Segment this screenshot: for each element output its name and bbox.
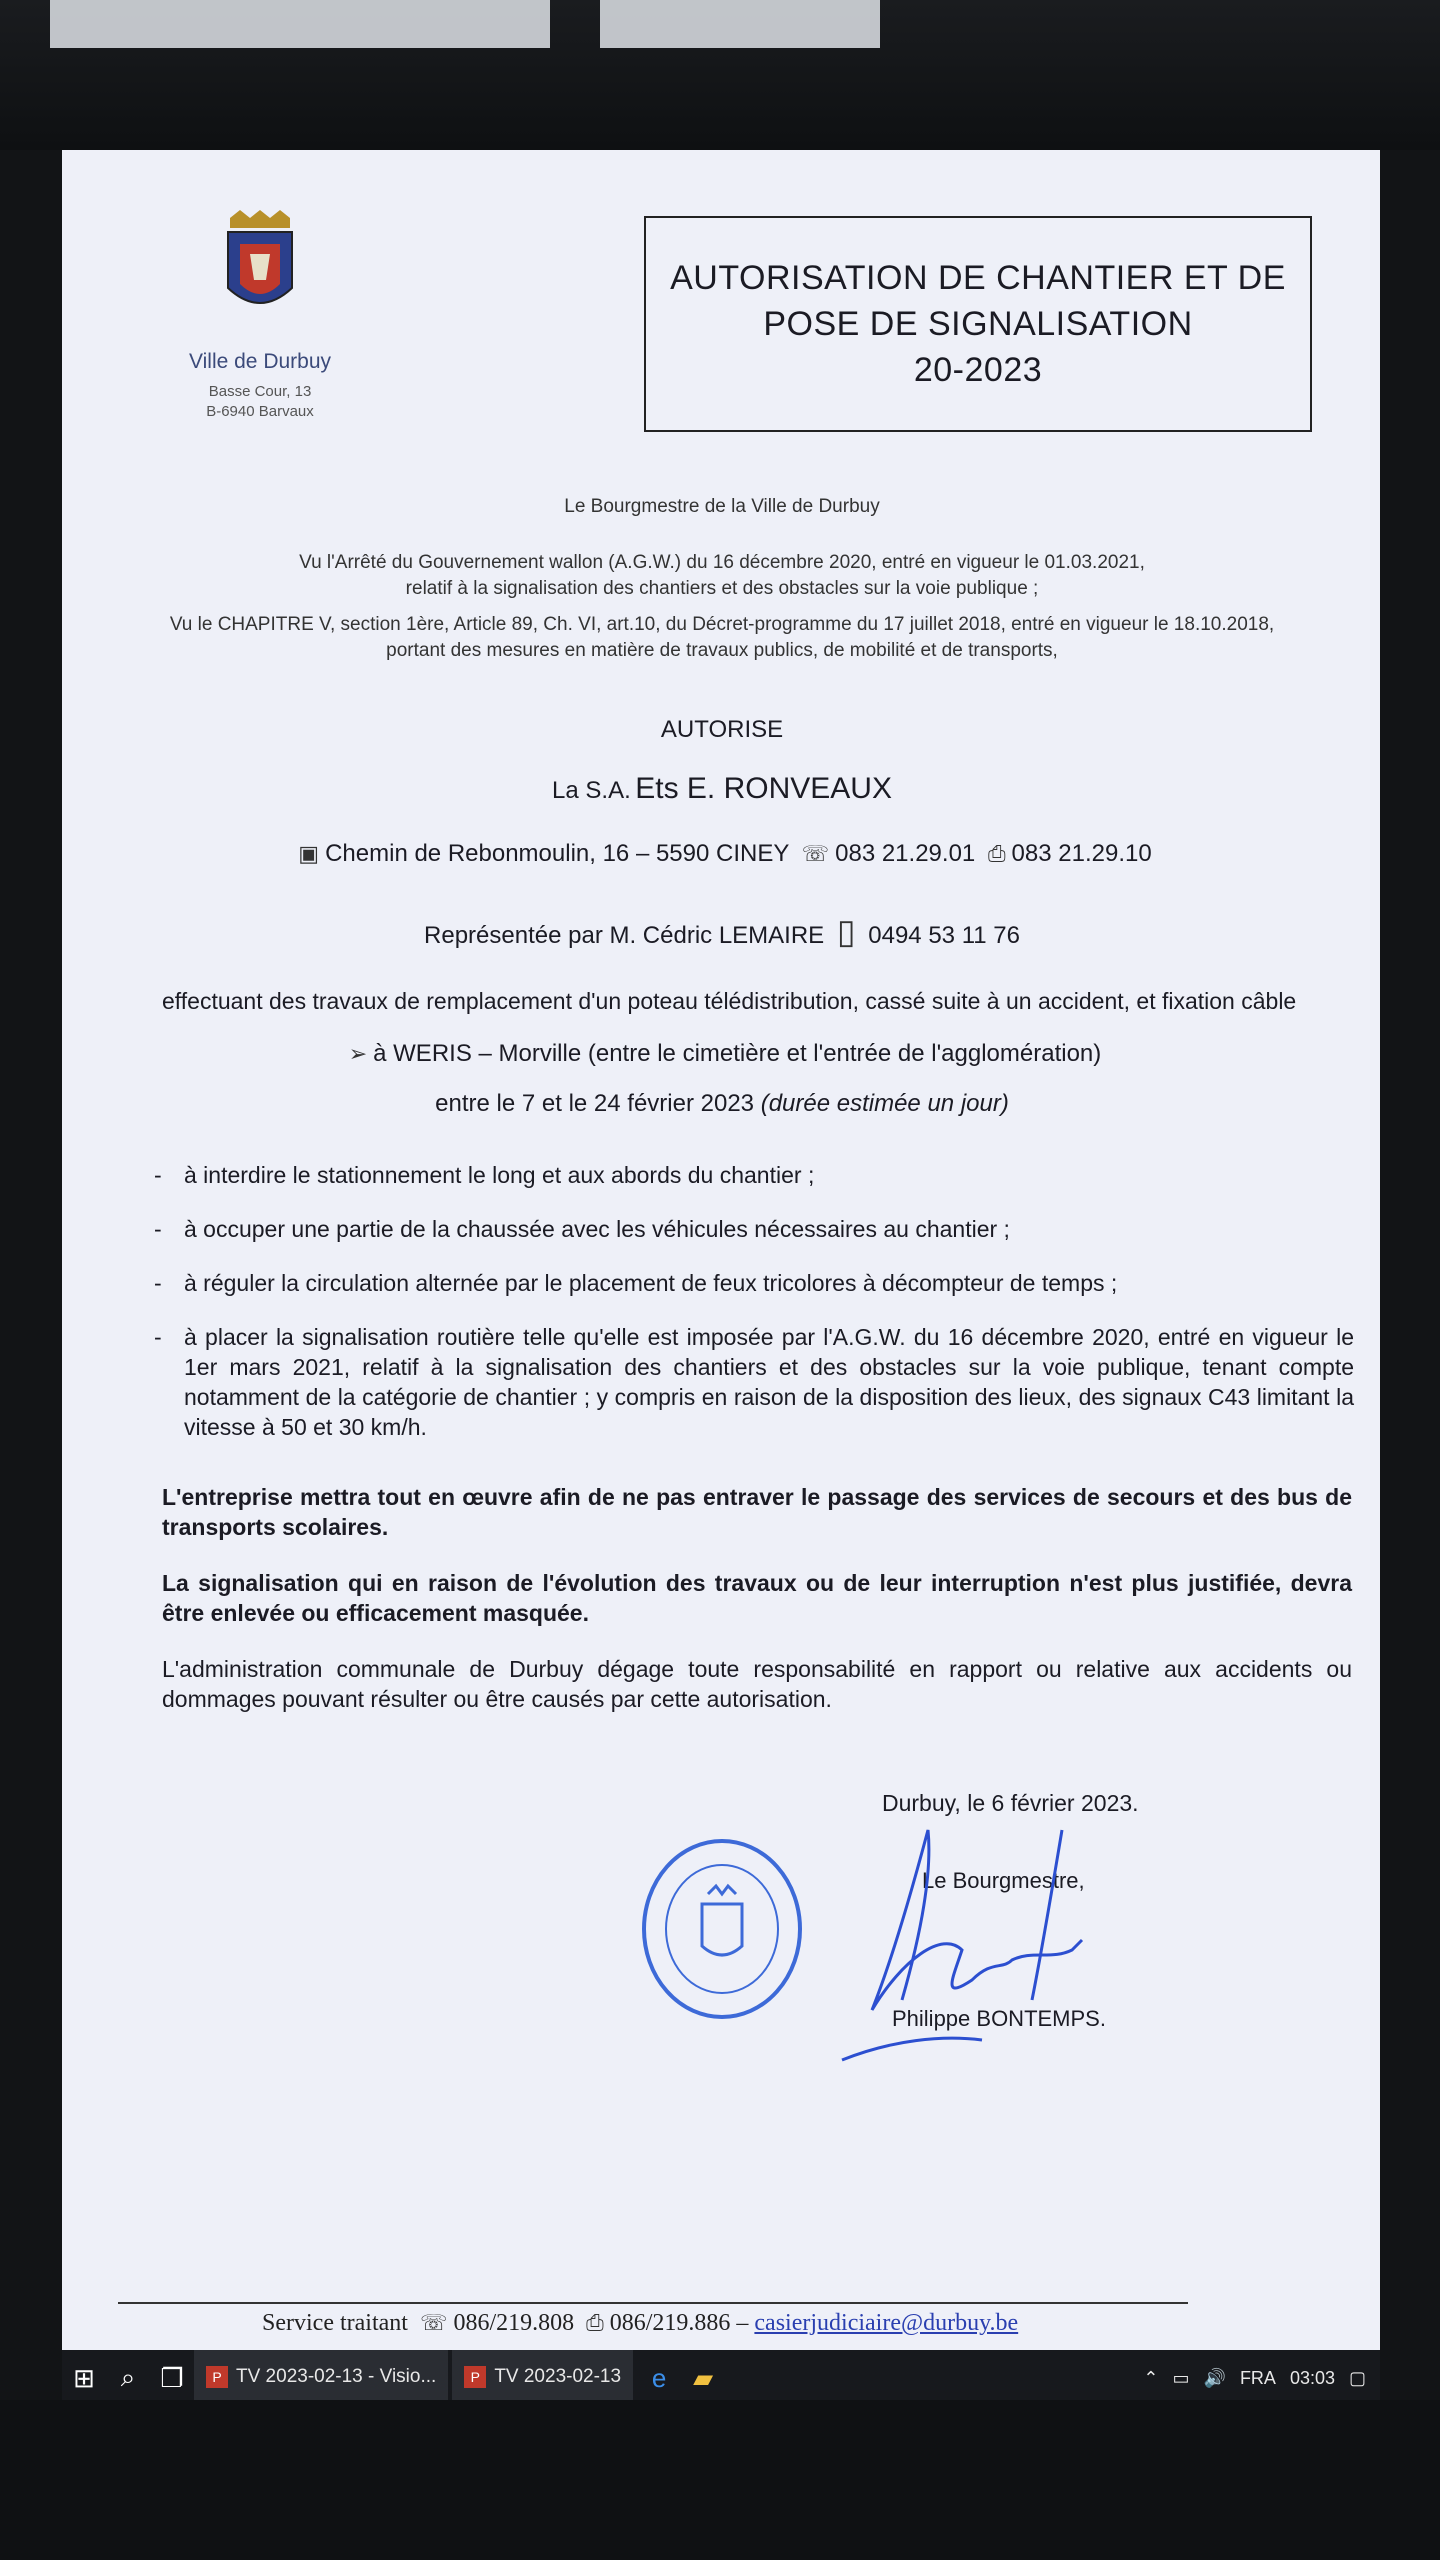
language-indicator[interactable]: FRA (1239, 2367, 1276, 2388)
taskbar-app-document[interactable] (452, 2350, 633, 2400)
company-address: Chemin de Rebonmoulin, 16 – 5590 CINEY (325, 840, 789, 867)
legal-reference-1-line-2: relatif à la signalisation des chantiers et des obstacles sur la voie publique ; (405, 578, 1039, 599)
handwritten-signature (832, 1810, 1162, 2070)
edge-browser-icon[interactable]: e (651, 2362, 667, 2393)
title-number: 20-2023 (913, 351, 1043, 389)
address-card-icon: ▣ (298, 841, 320, 866)
works-period: entre le 7 et le 24 février 2023 (435, 1090, 755, 1117)
town-street: Basse Cour, 13 (208, 383, 312, 400)
arrow-bullet-icon: ➢ (348, 1041, 368, 1066)
company-line (122, 772, 1322, 806)
notifications-icon[interactable]: ▢ (1348, 2367, 1366, 2388)
file-explorer-icon[interactable]: ▰ (693, 2362, 714, 2393)
monitor-bezel-bottom (0, 2400, 1440, 2560)
town-city: B-6940 Barvaux (206, 403, 314, 420)
official-stamp (638, 1834, 806, 2024)
clock[interactable]: 03:03 (1289, 2367, 1335, 2388)
works-description: effectuant des travaux de remplacement d'un poteau télédistribution, cassé suite à un accident, et fixation câble (162, 988, 1297, 1014)
title-line-2: POSE DE SIGNALISATION (763, 305, 1193, 343)
footer-fax: 086/219.886 (609, 2310, 731, 2336)
notice-signage-removal: La signalisation qui en raison de l'évolution des travaux ou de leur interruption n'est plus justifiée, devra être enlevée ou efficacement masquée. (162, 1570, 1352, 1626)
signatory-role: Le Bourgmestre, (922, 1868, 1085, 1893)
durbuy-coat-of-arms-icon (220, 210, 300, 320)
bullet-dash: - (154, 1324, 162, 1350)
representative-line (122, 912, 1322, 952)
condition-text: à réguler la circulation alternée par le placement de feux tricolores à décompteur de temps ; (184, 1270, 1118, 1296)
telephone-icon: ☏ (801, 841, 830, 866)
authorise-heading: AUTORISE (660, 716, 784, 743)
tray-chevron-up-icon[interactable]: ⌃ (1143, 2367, 1159, 2388)
works-location-line (122, 1040, 1322, 1068)
volume-icon[interactable]: 🔊 (1203, 2367, 1226, 2388)
company-fax: 083 21.29.10 (1011, 840, 1152, 867)
works-duration: (durée estimée un jour) (760, 1090, 1009, 1117)
system-tray (1143, 2368, 1380, 2389)
legal-reference-2-line-1: Vu le CHAPITRE V, section 1ère, Article 89, Ch. VI, art.10, du Décret-programme du 17 juillet 2018, entré en vigueur le 18.10.2018, (169, 614, 1275, 635)
pdf-app-icon: P (206, 2366, 228, 2388)
legal-reference-2-line-2: portant des mesures en matière de travaux publics, de mobilité et de transports, (386, 640, 1058, 661)
document-title-box (644, 216, 1312, 432)
notice-emergency-access: L'entreprise mettra tout en œuvre afin de ne pas entraver le passage des services de secours et des bus de transports scolaires. (162, 1484, 1352, 1540)
footer-divider (118, 2302, 1188, 2304)
footer-phone: 086/219.808 (453, 2310, 575, 2336)
taskbar-app-label: TV 2023-02-13 (494, 2365, 622, 2387)
window-reflection (600, 0, 880, 48)
mobile-phone-icon: ▯ (836, 913, 856, 951)
company-prefix: La S.A. (552, 777, 631, 804)
search-icon[interactable]: ⌕ (120, 2362, 136, 2392)
monitor-screen (62, 150, 1380, 2400)
signatory-name: Philippe BONTEMPS. (892, 2006, 1106, 2031)
fax-icon: ⎙ (586, 2310, 604, 2335)
condition-text: à placer la signalisation routière telle qu'elle est imposée par l'A.G.W. du 16 décembre 2020, entré en vigueur le 1er mars 2021, relatif à la signalisation des chantiers et des obstacles sur la voie publique, tenant compte notamment de la catégorie de chantier ; y compris en raison de la disposition des lieux, des signaux C43 limitant la vitesse à 50 et 30 km/h. (184, 1324, 1354, 1440)
condition-text: à interdire le stationnement le long et aux abords du chantier ; (184, 1162, 815, 1188)
legal-reference-1-line-1: Vu l'Arrêté du Gouvernement wallon (A.G.W.) du 16 décembre 2020, entré en vigueur le 01.03.2021, (299, 552, 1145, 573)
document-page (62, 150, 1380, 2400)
liability-disclaimer: L'administration communale de Durbuy dégage toute responsabilité en rapport ou relative aux accidents ou dommages pouvant résulter ou être causés par cette autorisation. (162, 1656, 1352, 1712)
representative-mobile: 0494 53 11 76 (868, 922, 1020, 949)
taskbar-app-label: TV 2023-02-13 - Visio... (236, 2365, 437, 2387)
title-line-1: AUTORISATION DE CHANTIER ET DE (670, 259, 1286, 297)
taskbar-app-visio[interactable] (194, 2350, 448, 2400)
company-phone: 083 21.29.01 (835, 840, 976, 867)
company-name: Ets E. RONVEAUX (635, 772, 892, 805)
town-name: Ville de Durbuy (188, 350, 332, 373)
windows-taskbar (62, 2350, 1380, 2400)
works-period-line (122, 1090, 1322, 1118)
footer-email-link[interactable]: casierjudiciaire@durbuy.be (754, 2310, 1019, 2336)
town-address (180, 382, 340, 422)
task-view-icon[interactable]: ❐ (160, 2362, 184, 2393)
pdf-app-icon: P (464, 2366, 486, 2388)
company-contact-line (122, 840, 1322, 868)
works-location: à WERIS – Morville (entre le cimetière et l'entrée de l'agglomération) (373, 1040, 1102, 1067)
bullet-dash: - (154, 1270, 162, 1296)
windows-start-icon[interactable]: ⊞ (73, 2362, 95, 2393)
bullet-dash: - (154, 1162, 162, 1188)
battery-icon[interactable]: ▭ (1172, 2367, 1190, 2388)
fax-icon: ⎙ (987, 841, 1006, 866)
footer-service-contact (262, 2310, 1222, 2337)
authority-line: Le Bourgmestre de la Ville de Durbuy (564, 496, 880, 517)
telephone-icon: ☏ (419, 2310, 448, 2335)
footer-separator: – (736, 2310, 749, 2336)
representative-name: Représentée par M. Cédric LEMAIRE (424, 922, 825, 949)
bullet-dash: - (154, 1216, 162, 1242)
place-and-date: Durbuy, le 6 février 2023. (882, 1790, 1139, 1816)
footer-label: Service traitant (262, 2310, 408, 2336)
condition-text: à occuper une partie de la chaussée avec les véhicules nécessaires au chantier ; (184, 1216, 1010, 1242)
window-reflection (50, 0, 550, 48)
